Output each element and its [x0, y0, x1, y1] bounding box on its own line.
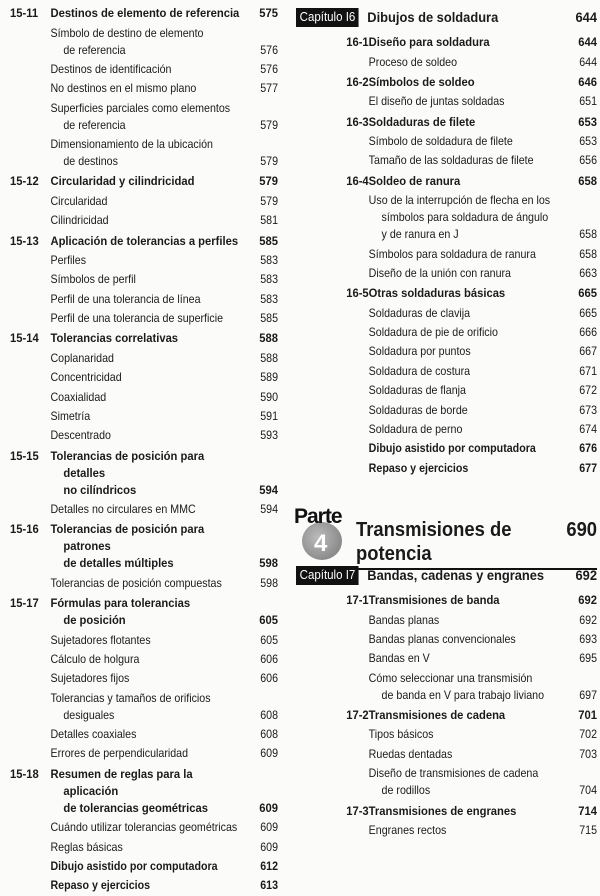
- entry-page: 715: [579, 823, 597, 837]
- toc-entry: [296, 400, 597, 419]
- section-title: Soldaduras de filete: [368, 114, 476, 129]
- toc-entry: [10, 630, 278, 649]
- section-title: Transmisiones de engranes: [368, 803, 517, 818]
- section-page: 585: [259, 233, 279, 248]
- entry-page: 663: [579, 266, 597, 280]
- entry-title: Sujetadores flotantes: [50, 633, 151, 647]
- entry-page: 583: [260, 273, 279, 287]
- chapter-label: Capítulo I6: [296, 8, 359, 27]
- toc-entry: [296, 244, 597, 263]
- toc-entry: [10, 135, 278, 171]
- entry-title: Bandas en V: [368, 652, 430, 666]
- section-page: 692: [578, 593, 597, 608]
- toc-chapter-16: [296, 4, 597, 478]
- toc-entry: [296, 649, 597, 668]
- section-page: 701: [578, 708, 597, 723]
- entry-page: 697: [579, 688, 597, 702]
- entry-page: 590: [260, 390, 279, 404]
- toc-entry: [296, 459, 597, 478]
- entry-page: 651: [579, 95, 597, 109]
- entry-page: 593: [260, 429, 279, 443]
- entry-page: 656: [579, 154, 597, 168]
- entry-page: 695: [579, 652, 597, 666]
- chapter-title: Bandas, cadenas y engranes: [367, 567, 545, 583]
- entry-title: Perfil de una tolerancia de superficie: [50, 312, 224, 326]
- toc-entry: [296, 264, 597, 283]
- entry-title: Engranes rectos: [368, 823, 447, 837]
- chapter-label: Capítulo I7: [296, 566, 359, 585]
- entry-title: Soldadura por puntos: [368, 345, 471, 359]
- entry-page: 585: [260, 312, 279, 326]
- section-number: 15-14: [10, 331, 39, 346]
- part-number: 4: [314, 530, 328, 557]
- toc-entry: [296, 304, 597, 323]
- entry-title: Repaso y ejercicios: [50, 879, 151, 893]
- toc-entry: [10, 818, 278, 837]
- part-page: 690: [566, 519, 598, 541]
- toc-entry: [296, 821, 597, 840]
- toc-entry: [10, 192, 278, 211]
- section-row: [296, 113, 597, 132]
- entry-title: Perfil de una tolerancia de línea: [50, 292, 201, 306]
- toc-entry: [10, 211, 278, 230]
- section-page: 598: [259, 556, 279, 571]
- entry-title: Diseño de transmisiones de cadena de rodillos: [368, 767, 539, 798]
- section-title: Símbolos de soldeo: [368, 74, 475, 89]
- section-title: Soldeo de ranura: [368, 173, 461, 188]
- toc-entry: [296, 764, 597, 800]
- entry-title: Símbolos de perfil: [50, 273, 136, 287]
- entry-title: Cilindricidad: [50, 214, 109, 228]
- toc-left-column: [10, 4, 278, 896]
- chapter-17-sections: [296, 591, 597, 840]
- entry-title: Bandas planas convencionales: [368, 632, 516, 646]
- toc-entry: [296, 725, 597, 744]
- entry-title: Símbolos para soldadura de ranura: [368, 247, 536, 261]
- section-title: Circularidad y cilindricidad: [50, 174, 195, 189]
- entry-title: Perfiles: [50, 253, 87, 267]
- entry-title: Soldaduras de clavija: [368, 306, 471, 320]
- section-title: Transmisiones de cadena: [368, 708, 506, 723]
- entry-page: 579: [260, 194, 279, 208]
- entry-title: Errores de perpendicularidad: [50, 747, 189, 761]
- toc-entry: [10, 290, 278, 309]
- entry-page: 608: [260, 708, 279, 722]
- entry-title: Dibujo asistido por computadora: [50, 859, 218, 873]
- entry-title: Destinos de identificación: [50, 62, 172, 76]
- toc-entry: [296, 52, 597, 71]
- toc-entry: [10, 270, 278, 289]
- entry-page: 693: [579, 632, 597, 646]
- section-number: 15-17: [10, 596, 39, 611]
- entry-page: 704: [579, 784, 597, 798]
- toc-entry: [10, 650, 278, 669]
- section-number: 16-3: [346, 114, 369, 129]
- part-title: Transmisiones de potencia: [356, 519, 512, 565]
- entry-title: Repaso y ejercicios: [368, 461, 469, 475]
- section-title: Tolerancias correlativas: [50, 331, 179, 346]
- entry-page: 606: [260, 672, 279, 686]
- entry-page: 577: [260, 82, 279, 96]
- toc-entry: [10, 407, 278, 426]
- section-page: 575: [259, 6, 279, 21]
- entry-title: Dibujo asistido por computadora: [368, 442, 536, 456]
- section-page: 646: [578, 74, 597, 89]
- entry-title: Soldadura de perno: [368, 422, 463, 436]
- section-row: [10, 172, 278, 191]
- entry-page: 658: [579, 228, 597, 242]
- entry-title: Cálculo de holgura: [50, 652, 140, 666]
- entry-page: 666: [579, 326, 597, 340]
- toc-entry: [10, 857, 278, 876]
- toc-chapter-17: [296, 562, 597, 840]
- toc-entry: [10, 426, 278, 445]
- entry-page: 676: [579, 442, 597, 456]
- entry-title: Reglas básicas: [50, 840, 123, 854]
- entry-title: Detalles coaxiales: [50, 728, 137, 742]
- entry-title: Soldaduras de borde: [368, 403, 468, 417]
- section-row: [296, 284, 597, 303]
- entry-page: 581: [260, 214, 279, 228]
- toc-entry: [10, 387, 278, 406]
- entry-title: Sujetadores fijos: [50, 672, 130, 686]
- section-title: Diseño para soldadura: [368, 35, 490, 50]
- section-title: Fórmulas para tolerancias de posición: [50, 596, 191, 628]
- entry-title: No destinos en el mismo plano: [50, 82, 197, 96]
- toc-entry: [10, 725, 278, 744]
- toc-entry: [10, 669, 278, 688]
- section-number: 17-2: [346, 708, 369, 723]
- section-title: Resumen de reglas para la aplicación de tolerancias geométricas: [50, 766, 208, 815]
- entry-page: 583: [260, 253, 279, 267]
- section-row: [10, 520, 278, 573]
- entry-page: 644: [579, 55, 597, 69]
- toc-entry: [296, 323, 597, 342]
- toc-entry: [10, 79, 278, 98]
- entry-title: Superficies parciales como elementos de referencia: [50, 101, 231, 132]
- entry-page: 608: [260, 728, 279, 742]
- section-page: 588: [259, 331, 279, 346]
- entry-title: Tamaño de las soldaduras de filete: [368, 154, 534, 168]
- entry-title: Diseño de la unión con ranura: [368, 266, 511, 280]
- toc-entry: [296, 151, 597, 170]
- chapter-page: 644: [575, 9, 597, 25]
- section-title: Transmisiones de banda: [368, 593, 500, 608]
- entry-page: 673: [579, 403, 597, 417]
- entry-title: El diseño de juntas soldadas: [368, 95, 505, 109]
- section-number: 16-5: [346, 286, 369, 301]
- chapter-title: Dibujos de soldadura: [367, 9, 499, 25]
- section-row: [296, 801, 597, 820]
- entry-title: Detalles no circulares en MMC: [50, 503, 196, 517]
- entry-title: Cuándo utilizar tolerancias geométricas: [50, 821, 238, 835]
- section-number: 17-3: [346, 803, 369, 818]
- entry-page: 692: [579, 613, 597, 627]
- entry-title: Concentricidad: [50, 371, 122, 385]
- toc-entry: [296, 92, 597, 111]
- entry-title: Soldaduras de flanja: [368, 384, 466, 398]
- entry-page: 658: [579, 247, 597, 261]
- chapter-16-sections: [296, 33, 597, 478]
- toc-entry: [10, 368, 278, 387]
- section-row: [10, 4, 278, 23]
- toc-entry: [296, 132, 597, 151]
- entry-page: 579: [260, 155, 279, 169]
- entry-page: 613: [260, 879, 279, 893]
- entry-title: Proceso de soldeo: [368, 55, 458, 69]
- section-title: Tolerancias de posición para detalles no cilíndricos: [50, 448, 205, 497]
- entry-title: Simetría: [50, 409, 91, 423]
- section-row: [296, 172, 597, 191]
- toc-entry: [10, 744, 278, 763]
- entry-page: 598: [260, 576, 279, 590]
- entry-page: 576: [260, 43, 279, 57]
- section-row: [296, 591, 597, 610]
- section-page: 665: [578, 286, 597, 301]
- entry-title: Tolerancias y tamaños de orificios desiguales: [50, 691, 211, 722]
- entry-page: 612: [260, 859, 279, 873]
- entry-page: 677: [579, 461, 597, 475]
- chapter-heading: [296, 8, 597, 27]
- toc-entry: [296, 420, 597, 439]
- entry-page: 606: [260, 652, 279, 666]
- toc-entry: [296, 669, 597, 705]
- toc-entry: [296, 745, 597, 764]
- toc-entry: [10, 837, 278, 856]
- section-row: [10, 594, 278, 630]
- entry-title: Dimensionamiento de la ubicación de destinos: [50, 138, 213, 169]
- section-number: 15-13: [10, 233, 39, 248]
- toc-entry: [296, 362, 597, 381]
- toc-entry: [10, 349, 278, 368]
- entry-title: Tipos básicos: [368, 728, 434, 742]
- entry-page: 589: [260, 371, 279, 385]
- section-number: 15-15: [10, 448, 39, 463]
- entry-page: 591: [260, 409, 279, 423]
- entry-page: 667: [579, 345, 597, 359]
- entry-title: Soldadura de pie de orificio: [368, 326, 498, 340]
- entry-page: 703: [579, 747, 597, 761]
- toc-entry: [10, 99, 278, 135]
- toc-entry: [10, 876, 278, 895]
- section-page: 594: [259, 482, 279, 497]
- toc-entry: [10, 309, 278, 328]
- entry-title: Ruedas dentadas: [368, 747, 453, 761]
- section-page: 609: [259, 800, 279, 815]
- entry-page: 605: [260, 633, 279, 647]
- section-row: [10, 231, 278, 250]
- entry-page: 579: [260, 118, 279, 132]
- entry-page: 702: [579, 728, 597, 742]
- toc-entry: [10, 60, 278, 79]
- entry-title: Símbolo de soldadura de filete: [368, 135, 513, 149]
- entry-page: 609: [260, 747, 279, 761]
- section-page: 714: [578, 803, 597, 818]
- toc-entry: [10, 500, 278, 519]
- section-number: 17-1: [346, 593, 369, 608]
- toc-entry: [296, 191, 597, 244]
- section-title: Otras soldaduras básicas: [368, 286, 506, 301]
- section-page: 653: [578, 114, 597, 129]
- section-number: 15-18: [10, 766, 39, 781]
- section-number: 16-2: [346, 74, 369, 89]
- entry-page: 588: [260, 351, 279, 365]
- entry-page: 583: [260, 292, 279, 306]
- section-page: 579: [259, 174, 279, 189]
- entry-title: Coaxialidad: [50, 390, 107, 404]
- section-number: 16-4: [346, 173, 369, 188]
- entry-page: 594: [260, 503, 279, 517]
- section-number: 15-16: [10, 522, 39, 537]
- section-number: 16-1: [346, 35, 369, 50]
- toc-entry: [10, 574, 278, 593]
- entry-page: 576: [260, 62, 279, 76]
- entry-title: Circularidad: [50, 194, 108, 208]
- entry-page: 665: [579, 306, 597, 320]
- section-row: [296, 33, 597, 52]
- section-row: [10, 765, 278, 818]
- entry-page: 671: [579, 364, 597, 378]
- section-title: Tolerancias de posición para patrones de detalles múltiples: [50, 522, 205, 571]
- section-page: 658: [578, 173, 597, 188]
- entry-page: 653: [579, 135, 597, 149]
- section-number: 15-12: [10, 174, 39, 189]
- toc-entry: [10, 689, 278, 725]
- toc-entry: [296, 439, 597, 458]
- entry-title: Coplanaridad: [50, 351, 114, 365]
- entry-page: 609: [260, 840, 279, 854]
- toc-entry: [10, 23, 278, 59]
- entry-title: Soldadura de costura: [368, 364, 471, 378]
- section-row: [10, 447, 278, 500]
- toc-entry: [296, 342, 597, 361]
- entry-page: 674: [579, 422, 597, 436]
- entry-title: Uso de la interrupción de flecha en los símbolos para soldadura de ángulo y de ranura en J: [368, 194, 551, 242]
- toc-entry: [296, 610, 597, 629]
- section-row: [296, 706, 597, 725]
- part-label: Parte: [294, 505, 342, 528]
- toc-entry: [296, 381, 597, 400]
- entry-title: Cómo seleccionar una transmisión de banda en V para trabajo liviano: [368, 671, 545, 702]
- section-title: Destinos de elemento de referencia: [50, 6, 240, 21]
- entry-page: 672: [579, 384, 597, 398]
- section-number: 15-11: [10, 6, 39, 21]
- part-heading: [290, 500, 598, 565]
- entry-title: Descentrado: [50, 429, 111, 443]
- section-page: 605: [259, 613, 279, 628]
- chapter-heading: [296, 566, 597, 585]
- entry-title: Bandas planas: [368, 613, 440, 627]
- entry-title: Símbolo de destino de elemento de referencia: [50, 26, 204, 57]
- toc-entry: [10, 251, 278, 270]
- section-title: Aplicación de tolerancias a perfiles: [50, 233, 239, 248]
- section-page: 644: [578, 35, 597, 50]
- entry-title: Tolerancias de posición compuestas: [50, 576, 222, 590]
- chapter-page: 692: [575, 567, 597, 583]
- section-row: [296, 73, 597, 92]
- section-row: [10, 329, 278, 348]
- toc-entry: [296, 630, 597, 649]
- entry-page: 609: [260, 821, 279, 835]
